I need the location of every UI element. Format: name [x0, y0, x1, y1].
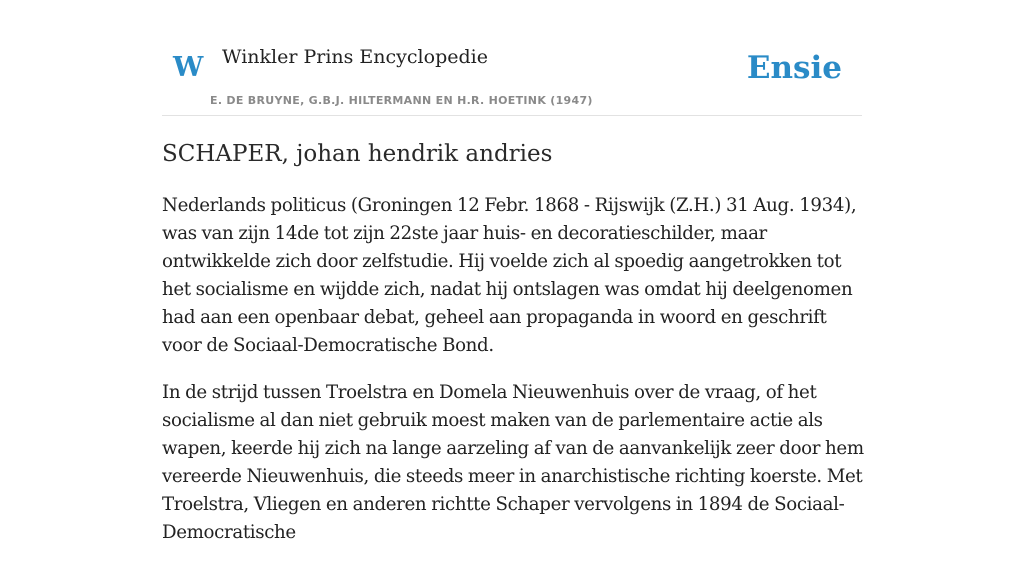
article-paragraph-2: In de strijd tussen Troelstra en Domela Nieuwenhuis over de vraag, of het socialisme al dan niet gebruik moest maken van de parlementaire actie als wapen, keerde hij zich na lange aarzeling af van de aanvankelijk zeer door hem vereerde Nieuwenhuis, die steeds meer in anarchistische richting koerste. Met Troelstra, Vliegen en anderen richtte Schaper vervolgens in 1894 de Sociaal-Democratische: [162, 382, 864, 543]
site-header: [162, 40, 862, 116]
article-title: SCHAPER, johan hendrik andries: [162, 141, 553, 167]
book-title[interactable]: Winkler Prins Encyclopedie: [222, 46, 488, 68]
book-logo-icon[interactable]: W: [173, 52, 204, 83]
ensie-logo-link[interactable]: Ensie: [746, 50, 842, 86]
article-paragraph-1: Nederlands politicus (Groningen 12 Febr. 1868 - Rijswijk (Z.H.) 31 Aug. 1934), was van zijn 14de tot zijn 22ste jaar huis- en decoratieschilder, maar ontwikkelde zich door zelfstudie. Hij voelde zich al spoedig aangetrokken tot het socialisme en wijdde zich, nadat hij ontslagen was omdat hij deelgenomen had aan een openbaar debat, geheel aan propaganda in woord en geschrift voor de Sociaal-Democratische Bond.: [162, 195, 857, 356]
book-authors: E. DE BRUYNE, G.B.J. HILTERMANN EN H.R. HOETINK (1947): [210, 94, 593, 107]
article-body: [162, 192, 867, 566]
